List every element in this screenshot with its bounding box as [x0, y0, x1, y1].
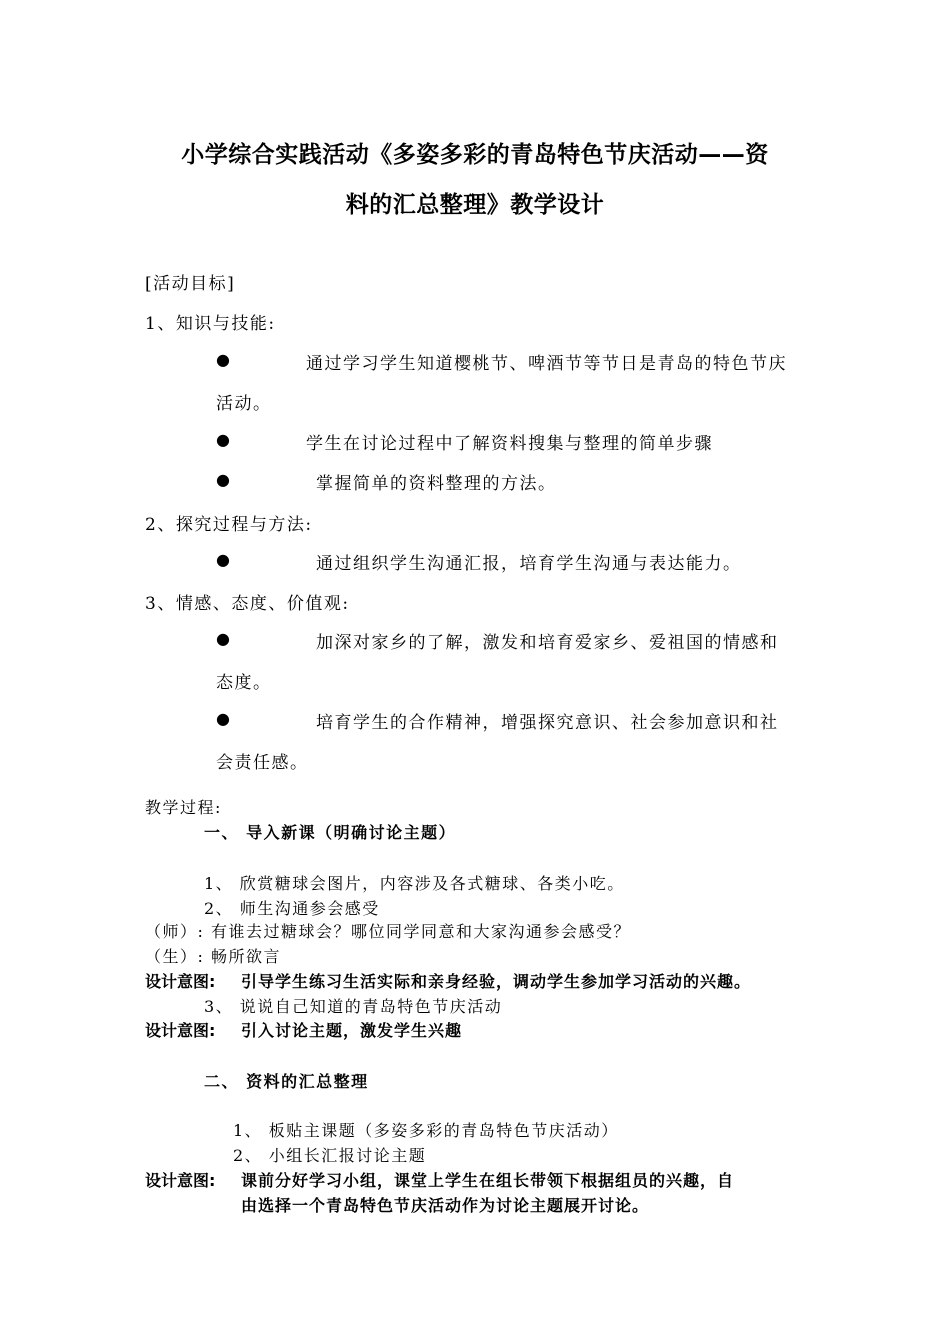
bullet-icon: ● — [216, 470, 230, 489]
design-intent-label: 设计意图: — [145, 1171, 216, 1190]
step-item: 3、 说说自己知道的青岛特色节庆活动 — [204, 997, 503, 1016]
design-intent-text: 引入讨论主题，激发学生兴趣 — [241, 1021, 463, 1040]
objective-item: 通过组织学生沟通汇报，培育学生沟通与表达能力。 — [316, 554, 742, 574]
objective-item: 掌握简单的资料整理的方法。 — [316, 474, 557, 494]
bullet-icon: ● — [216, 350, 230, 369]
objectives-heading: [活动目标] — [145, 274, 236, 294]
student-line: （生）: 畅所欲言 — [145, 947, 281, 966]
objective-item: 通过学习学生知道樱桃节、啤酒节等节日是青岛的特色节庆 — [306, 354, 787, 374]
section1-heading: 1、知识与技能: — [145, 314, 276, 334]
bullet-icon: ● — [216, 629, 230, 648]
bullet-icon: ● — [216, 709, 230, 728]
design-intent-label: 设计意图: — [145, 1021, 216, 1040]
objective-item-continuation: 会责任感。 — [216, 753, 309, 773]
process-heading: 教学过程: — [145, 798, 222, 817]
objective-item-continuation: 态度。 — [216, 673, 272, 693]
design-intent-label: 设计意图: — [145, 972, 216, 991]
bullet-icon: ● — [216, 430, 230, 449]
document-title-line2: 料的汇总整理》教学设计 — [345, 192, 605, 218]
part1-heading: 一、 导入新课（明确讨论主题） — [204, 823, 457, 842]
document-title-line1: 小学综合实践活动《多姿多彩的青岛特色节庆活动——资 — [181, 142, 769, 168]
part2-heading: 二、 资料的汇总整理 — [204, 1072, 369, 1091]
objective-item-continuation: 活动。 — [216, 394, 272, 414]
section3-heading: 3、情感、态度、价值观: — [145, 594, 350, 614]
step-item: 2、 小组长汇报讨论主题 — [233, 1146, 427, 1165]
objective-item: 培育学生的合作精神，增强探究意识、社会参加意识和社 — [316, 713, 779, 733]
step-item: 1、 欣赏糖球会图片，内容涉及各式糖球、各类小吃。 — [204, 874, 625, 893]
objective-item: 学生在讨论过程中了解资料搜集与整理的简单步骤 — [306, 434, 713, 454]
design-intent-text: 引导学生练习生活实际和亲身经验，调动学生参加学习活动的兴趣。 — [241, 972, 752, 991]
design-intent-text-continuation: 由选择一个青岛特色节庆活动作为讨论主题展开讨论。 — [241, 1196, 650, 1215]
bullet-icon: ● — [216, 550, 230, 569]
step-item: 2、 师生沟通参会感受 — [204, 899, 380, 918]
section2-heading: 2、探究过程与方法: — [145, 515, 313, 535]
design-intent-text: 课前分好学习小组，课堂上学生在组长带领下根据组员的兴趣，自 — [241, 1171, 735, 1190]
objective-item: 加深对家乡的了解，激发和培育爱家乡、爱祖国的情感和 — [316, 633, 779, 653]
step-item: 1、 板贴主课题（多姿多彩的青岛特色节庆活动） — [233, 1121, 619, 1140]
teacher-line: （师）: 有谁去过糖球会？哪位同学同意和大家沟通参会感受？ — [145, 922, 631, 941]
